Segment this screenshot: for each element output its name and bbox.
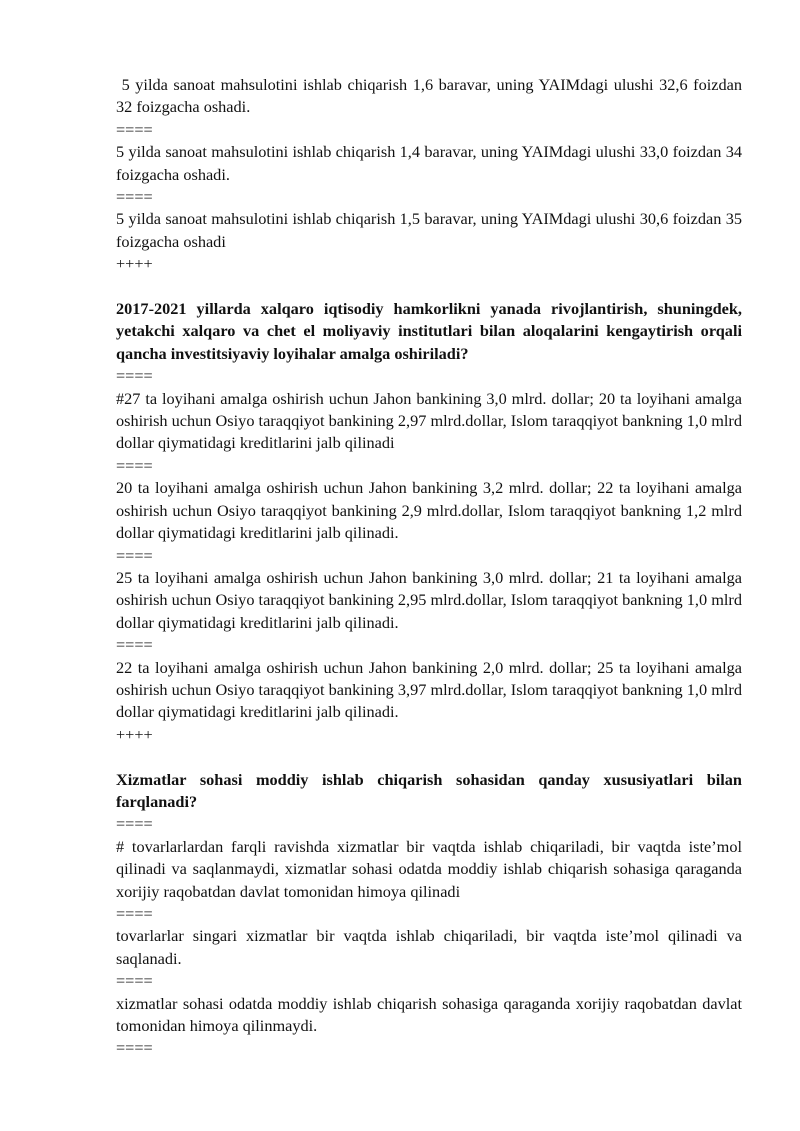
end-mark: ++++	[116, 724, 153, 744]
blank-line	[116, 746, 742, 768]
separator: ====	[116, 814, 153, 834]
answer-option: 5 yilda sanoat mahsulotini ishlab chiqarish 1,6 baravar, uning YAIMdagi ulushi 32,6 foizdan 32 foizgacha oshadi.	[116, 75, 747, 117]
answer-option: 5 yilda sanoat mahsulotini ishlab chiqarish 1,4 baravar, uning YAIMdagi ulushi 33,0 foizdan 34 foizgacha oshadi.	[116, 142, 742, 184]
separator: ====	[116, 904, 153, 923]
answer-option: 22 ta loyihani amalga oshirish uchun Jahon bankining 2,0 mlrd. dollar; 25 ta loyihani amalga oshirish uchun Osiyo taraqqiyot bankining 3,97 mlrd.dollar, Islom taraqqiyot bankning 1,0 mlrd dollar qiymatidagi kreditlarini jalb qilinadi.	[116, 657, 742, 722]
answer-option: 20 ta loyihani amalga oshirish uchun Jahon bankining 3,2 mlrd. dollar; 22 ta loyihani amalga oshirish uchun Osiyo taraqqiyot bankining 2,9 mlrd.dollar, Islom taraqqiyot bankning 1,2 mlrd dollar qiymatidagi kreditlarini jalb qilinadi.	[116, 478, 742, 543]
separator: ====	[116, 1038, 153, 1058]
document-page	[116, 74, 747, 1060]
answer-option: #27 ta loyihani amalga oshirish uchun Jahon bankining 3,0 mlrd. dollar; 20 ta loyihani amalga oshirish uchun Osiyo taraqqiyot bankining 2,97 mlrd.dollar, Islom taraqqiyot bankning 1,0 mlrd dollar qiymatidagi kreditlarini jalb qilinadi	[116, 388, 742, 453]
question-text: 2017-2021 yillarda xalqaro iqtisodiy hamkorlikni yanada rivojlantirish, shuningdek, yetakchi xalqaro va chet el moliyaviy institutlari bilan aloqalarini kengaytirish orqali qancha investitsiyaviy loyihalar amalga oshiriladi?	[116, 299, 742, 363]
answer-option: 5 yilda sanoat mahsulotini ishlab chiqarish 1,5 baravar, uning YAIMdagi ulushi 30,6 foizdan 35 foizgacha oshadi	[116, 209, 742, 251]
answer-option: 25 ta loyihani amalga oshirish uchun Jahon bankining 3,0 mlrd. dollar; 21 ta loyihani amalga oshirish uchun Osiyo taraqqiyot bankining 2,95 mlrd.dollar, Islom taraqqiyot bankning 1,0 mlrd dollar qiymatidagi kreditlarini jalb qilinadi.	[116, 567, 742, 632]
separator: ====	[116, 971, 153, 991]
separator: ====	[116, 187, 153, 207]
separator: ====	[116, 119, 153, 139]
separator: ====	[116, 366, 153, 386]
separator: ====	[116, 455, 153, 475]
separator: ====	[116, 635, 153, 655]
end-mark: ++++	[116, 254, 153, 274]
answer-option: xizmatlar sohasi odatda moddiy ishlab chiqarish sohasiga qaraganda xorijiy raqobatdan davlat tomonidan himoya qilinmaydi.	[116, 993, 742, 1036]
separator: ====	[116, 545, 153, 565]
blank-line	[116, 276, 742, 298]
answer-option: # tovarlarlardan farqli ravishda xizmatlar bir vaqtda ishlab chiqariladi, bir vaqtda iste’mol qilinadi va saqlanmaydi, xizmatlar sohasi odatda moddiy ishlab chiqarish sohasiga qaraganda xorijiy raqobatdan davlat tomonidan himoya qilinadi	[116, 836, 742, 901]
question-text: Xizmatlar sohasi moddiy ishlab chiqarish sohasidan qanday xususiyatlari bilan farqlanadi?	[116, 769, 742, 811]
answer-option: tovarlarlar singari xizmatlar bir vaqtda ishlab chiqariladi, bir vaqtda iste’mol qilinadi va saqlanadi.	[116, 926, 742, 968]
